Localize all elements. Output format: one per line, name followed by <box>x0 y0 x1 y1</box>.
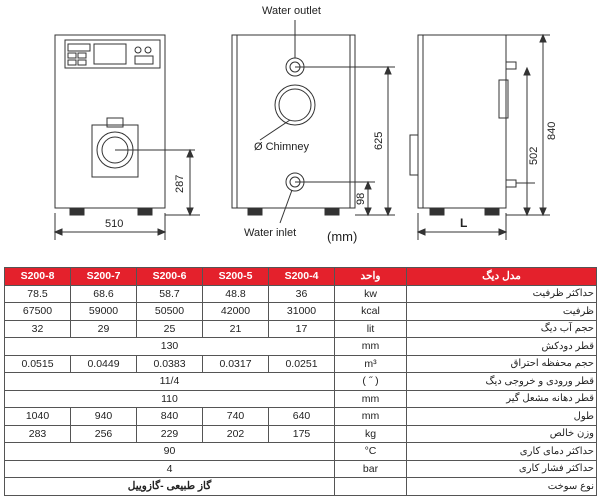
table-cell: 78.5 <box>5 285 71 303</box>
table-row <box>5 303 597 321</box>
table-cell: 17 <box>269 320 335 338</box>
table-row <box>5 285 597 303</box>
table-cell: 283 <box>5 425 71 443</box>
table-cell: 840 <box>137 408 203 426</box>
table-cell: 0.0251 <box>269 355 335 373</box>
back-view <box>232 20 395 223</box>
table-cell: 36 <box>269 285 335 303</box>
leg-dimension-label: 287 <box>174 174 186 193</box>
table-cell: 68.6 <box>71 285 137 303</box>
table-body <box>5 285 597 495</box>
parameter-label: حداکثر دمای کاری <box>407 443 597 461</box>
table-cell: 31000 <box>269 303 335 321</box>
table-cell: 29 <box>71 320 137 338</box>
table-cell: 0.0449 <box>71 355 137 373</box>
model-header: S200-8 <box>5 268 71 286</box>
unit-cell: mm <box>335 408 407 426</box>
front-view-body <box>55 35 165 208</box>
unit-cell: kw <box>335 285 407 303</box>
unit-cell: °C <box>335 443 407 461</box>
table-cell: 0.0317 <box>203 355 269 373</box>
parameter-label: حداکثر فشار کاری <box>407 460 597 478</box>
unit-cell: mm <box>335 390 407 408</box>
table-row <box>5 338 597 356</box>
table-cell: 640 <box>269 408 335 426</box>
burner-plate <box>92 125 138 177</box>
model-header: S200-4 <box>269 268 335 286</box>
table-row <box>5 443 597 461</box>
table-cell-merged: 90 <box>5 443 335 461</box>
front-view <box>55 35 200 240</box>
unit-cell: m³ <box>335 355 407 373</box>
table-cell: 229 <box>137 425 203 443</box>
parameter-label: قطر ورودی و خروجی دیگ <box>407 373 597 391</box>
unit-header: واحد <box>335 268 407 286</box>
label-header: مدل دیگ <box>407 268 597 286</box>
table-cell: 48.8 <box>203 285 269 303</box>
parameter-label: نوع سوخت <box>407 478 597 496</box>
table-row <box>5 390 597 408</box>
table-cell: 67500 <box>5 303 71 321</box>
table-row <box>5 425 597 443</box>
table-cell: 740 <box>203 408 269 426</box>
side-view <box>410 35 550 240</box>
table-row <box>5 373 597 391</box>
outlet-height-dimension-label: 625 <box>373 131 385 150</box>
side-height-dimension-label: 502 <box>528 146 540 165</box>
table-row <box>5 478 597 496</box>
unit-cell: lit <box>335 320 407 338</box>
unit-note: (mm) <box>327 229 358 244</box>
side-view-body <box>418 35 506 208</box>
chimney-outlet <box>275 85 315 125</box>
model-header: S200-7 <box>71 268 137 286</box>
table-cell-merged: 4 <box>5 460 335 478</box>
table-row <box>5 408 597 426</box>
table-cell: 0.0383 <box>137 355 203 373</box>
table-cell: 175 <box>269 425 335 443</box>
table-row <box>5 355 597 373</box>
water-outlet-label: Water outlet <box>262 5 321 17</box>
table-cell: 202 <box>203 425 269 443</box>
table-cell: 0.0515 <box>5 355 71 373</box>
length-dimension-label: L <box>460 216 468 230</box>
table-row <box>5 460 597 478</box>
water-inlet-label: Water inlet <box>244 227 297 239</box>
total-height-dimension-label: 840 <box>546 121 558 140</box>
table-cell-merged: 110 <box>5 390 335 408</box>
parameter-label: طول <box>407 408 597 426</box>
parameter-label: حجم محفظه احتراق <box>407 355 597 373</box>
table-cell: 25 <box>137 320 203 338</box>
table-cell-merged: 11/4 <box>5 373 335 391</box>
specifications-table <box>4 267 597 496</box>
unit-cell: mm <box>335 338 407 356</box>
width-dimension-label: 510 <box>105 218 124 230</box>
table-row <box>5 320 597 338</box>
model-header: S200-6 <box>137 268 203 286</box>
parameter-label: قطر دهانه مشعل گیر <box>407 390 597 408</box>
table-cell-merged: 130 <box>5 338 335 356</box>
parameter-label: قطر دودکش <box>407 338 597 356</box>
table-cell-merged: گاز طبیعی -گازوییل <box>5 478 335 496</box>
unit-cell <box>335 478 407 496</box>
table-cell: 59000 <box>71 303 137 321</box>
table-cell: 256 <box>71 425 137 443</box>
parameter-label: حجم آب دیگ <box>407 320 597 338</box>
unit-cell: kcal <box>335 303 407 321</box>
table-cell: 940 <box>71 408 137 426</box>
table-cell: 32 <box>5 320 71 338</box>
parameter-label: حداکثر ظرفیت <box>407 285 597 303</box>
table-cell: 58.7 <box>137 285 203 303</box>
parameter-label: وزن خالص <box>407 425 597 443</box>
table-cell: 1040 <box>5 408 71 426</box>
inlet-height-dimension-label: 98 <box>355 192 367 205</box>
table-cell: 21 <box>203 320 269 338</box>
unit-cell: ( ˝ ) <box>335 373 407 391</box>
table-header-row <box>5 268 597 286</box>
model-header: S200-5 <box>203 268 269 286</box>
unit-cell: bar <box>335 460 407 478</box>
table-cell: 42000 <box>203 303 269 321</box>
chimney-label: Ø Chimney <box>254 141 310 153</box>
unit-cell: kg <box>335 425 407 443</box>
table-cell: 50500 <box>137 303 203 321</box>
parameter-label: ظرفیت <box>407 303 597 321</box>
